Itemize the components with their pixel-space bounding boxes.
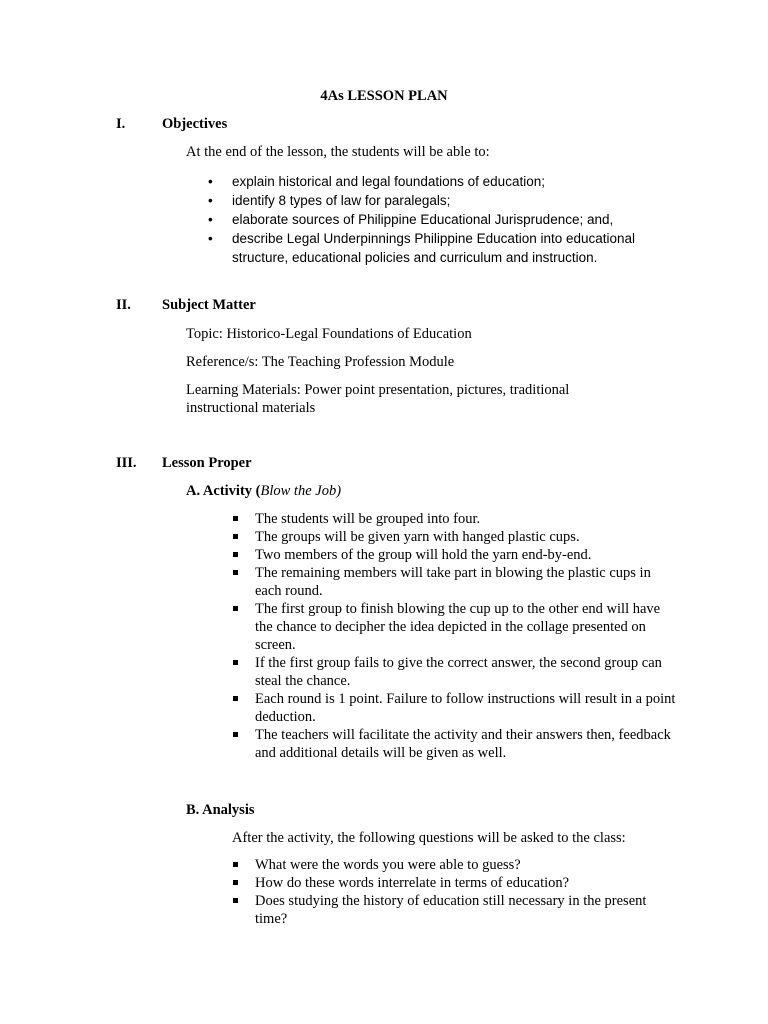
bullet-square-icon — [233, 606, 238, 611]
section-title-objectives: Objectives — [162, 116, 228, 132]
bullet-dot-icon: • — [208, 212, 213, 227]
list-item: How do these words interrelate in terms of education? — [230, 874, 680, 892]
analysis-heading: B. Analysis — [186, 802, 255, 818]
bullet-dot-icon: • — [208, 231, 213, 246]
bullet-dot-icon: • — [208, 193, 213, 208]
bullet-square-icon — [233, 660, 238, 665]
bullet-square-icon — [233, 552, 238, 557]
list-item: Each round is 1 point. Failure to follow instructions will result in a point deduction. — [230, 690, 680, 726]
analysis-intro: After the activity, the following questions will be asked to the class: — [232, 830, 626, 846]
bullet-square-icon — [233, 732, 238, 737]
bullet-square-icon — [233, 880, 238, 885]
bullet-square-icon — [233, 862, 238, 867]
section-number-subject: II. — [116, 297, 131, 313]
bullet-square-icon — [233, 898, 238, 903]
activity-heading: A. Activity (Blow the Job) — [186, 483, 342, 499]
list-item: If the first group fails to give the correct answer, the second group can steal the chance. — [230, 654, 680, 690]
list-item: What were the words you were able to guess? — [230, 856, 680, 874]
list-item: Two members of the group will hold the yarn end-by-end. — [230, 546, 680, 564]
subject-topic: Topic: Historico-Legal Foundations of Education — [186, 326, 472, 342]
section-number-lesson: III. — [116, 455, 137, 471]
list-item: • explain historical and legal foundations of education; — [208, 174, 545, 189]
list-item: The remaining members will take part in blowing the plastic cups in each round. — [230, 564, 680, 600]
bullet-dot-icon: • — [208, 174, 213, 189]
bullet-square-icon — [233, 570, 238, 575]
bullet-square-icon — [233, 516, 238, 521]
list-item: The groups will be given yarn with hanged plastic cups. — [230, 528, 680, 546]
section-number-objectives: I. — [116, 116, 126, 132]
list-item: The teachers will facilitate the activity and their answers then, feedback and additional details will be given as well. — [230, 726, 680, 762]
list-item: The first group to finish blowing the cup up to the other end will have the chance to decipher the idea depicted in the collage presented on screen. — [230, 600, 680, 654]
section-title-lesson: Lesson Proper — [162, 455, 252, 471]
list-item: • describe Legal Underpinnings Philippine Education into educational structure, educational policies and curriculum and instruction. — [208, 231, 636, 265]
subject-reference: Reference/s: The Teaching Profession Module — [186, 354, 455, 370]
list-item: • elaborate sources of Philippine Educational Jurisprudence; and, — [208, 212, 614, 227]
list-item: • identify 8 types of law for paralegals; — [208, 193, 451, 208]
page-title: 4As LESSON PLAN — [320, 88, 448, 104]
bullet-square-icon — [233, 534, 238, 539]
analysis-list — [230, 856, 680, 928]
subject-materials: Learning Materials: Power point presentation, pictures, traditional instructional materials — [186, 382, 570, 416]
bullet-square-icon — [233, 696, 238, 701]
section-title-subject: Subject Matter — [162, 297, 256, 313]
activity-list — [230, 510, 680, 762]
objectives-list — [208, 172, 678, 267]
list-item: The students will be grouped into four. — [230, 510, 680, 528]
list-item: Does studying the history of education still necessary in the present time? — [230, 892, 680, 928]
objectives-intro: At the end of the lesson, the students will be able to: — [186, 144, 490, 160]
